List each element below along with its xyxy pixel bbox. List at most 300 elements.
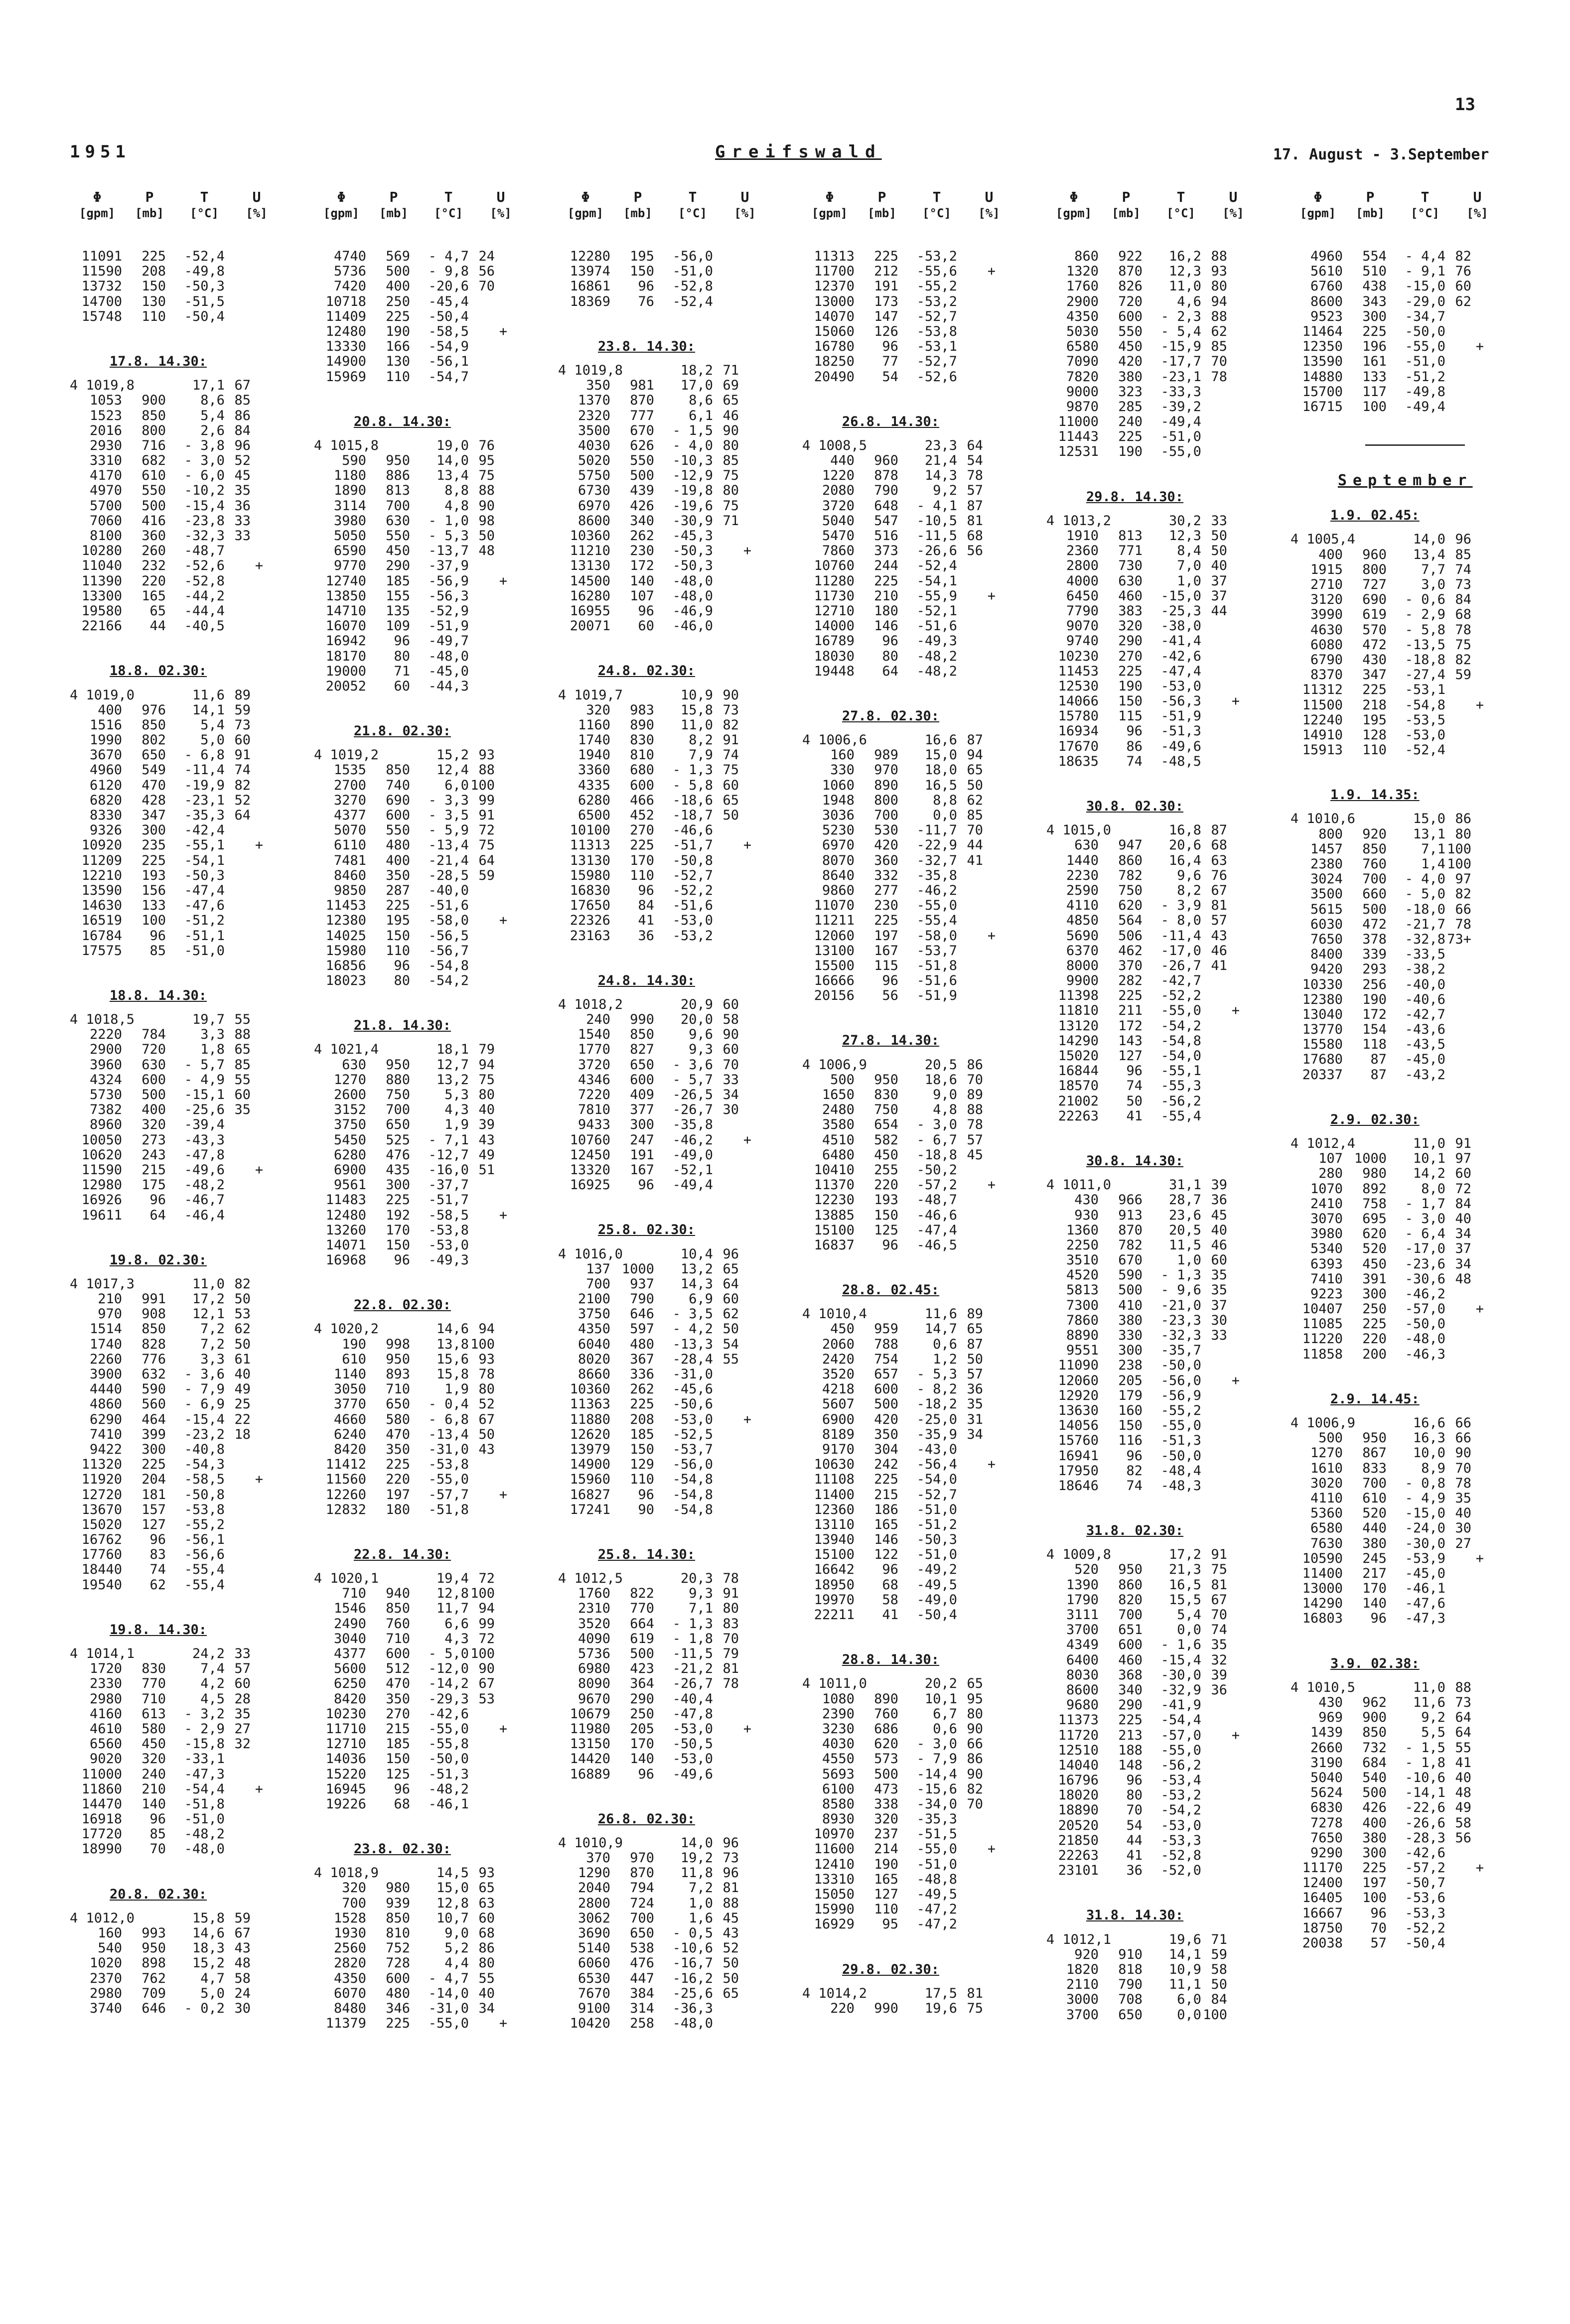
- pressure: 320: [142, 1751, 166, 1767]
- temperature: -48,7: [916, 1192, 957, 1208]
- geopotential: 10679: [570, 1706, 610, 1722]
- humidity: [957, 929, 983, 944]
- humidity: [957, 634, 983, 649]
- temperature: -53,7: [916, 943, 957, 958]
- pressure: 210: [142, 1781, 166, 1797]
- temperature: - 9,8: [428, 264, 469, 279]
- observation-time: 26.8. 14.30:: [842, 413, 940, 429]
- geopotential: 630: [1074, 837, 1099, 853]
- data-row: [1046, 679, 1266, 694]
- data-row: [70, 868, 289, 883]
- data-row: [1046, 1328, 1266, 1343]
- geopotential: 16762: [81, 1532, 122, 1548]
- tropopause-mark: [1471, 1846, 1488, 1861]
- geopotential: 2016: [89, 422, 122, 438]
- tropopause-mark: [983, 1722, 1000, 1737]
- humidity: 93: [478, 1351, 495, 1367]
- tropopause-mark: [1227, 444, 1244, 459]
- pressure: 939: [386, 1895, 410, 1911]
- temperature: -53,8: [184, 1502, 225, 1517]
- temperature: -34,7: [1405, 308, 1445, 324]
- data-row: [1046, 324, 1266, 339]
- data-row: [1046, 264, 1266, 279]
- geopotential: 11730: [814, 588, 855, 604]
- geopotential: 1390: [1066, 1577, 1099, 1593]
- humidity: [713, 929, 739, 944]
- data-row: [802, 1676, 1021, 1691]
- geopotential: 11313: [814, 249, 855, 264]
- pressure: 96: [149, 928, 166, 944]
- pressure: 347: [1362, 667, 1387, 683]
- data-row: [70, 1707, 289, 1722]
- geopotential: 8600: [577, 513, 610, 529]
- pressure: 860: [1118, 852, 1142, 868]
- temperature: -49,7: [428, 633, 469, 649]
- humidity: [225, 913, 251, 928]
- data-row: [558, 1133, 777, 1148]
- tropopause-mark: [1471, 264, 1488, 279]
- data-row: [314, 1042, 533, 1057]
- data-row: [70, 1782, 289, 1797]
- tropopause-mark: [983, 988, 1000, 1003]
- pressure: 87: [1370, 1067, 1387, 1083]
- pressure: 117: [1362, 384, 1387, 400]
- temperature: -52,2: [1160, 988, 1201, 1004]
- tropopause-mark: [1227, 514, 1244, 529]
- temperature: -22,9: [916, 837, 957, 853]
- temperature: -56,3: [428, 588, 469, 604]
- data-row: [1046, 1743, 1266, 1758]
- humidity: [713, 1503, 739, 1517]
- tropopause-mark: +: [499, 2016, 508, 2032]
- geopotential: 6480: [822, 1147, 855, 1163]
- tropopause-mark: [1227, 249, 1244, 264]
- humidity: 60: [722, 1042, 739, 1058]
- data-row: [558, 1767, 777, 1782]
- humidity: 71: [722, 362, 739, 378]
- pressure: 225: [142, 1457, 166, 1473]
- geopotential: 11880: [570, 1411, 610, 1427]
- tropopause-mark: [495, 793, 512, 808]
- data-row: [802, 1986, 1021, 2001]
- geopotential: 3020: [1310, 1475, 1343, 1491]
- temperature: - 3,9: [1160, 898, 1201, 914]
- geopotential: 1457: [1310, 841, 1343, 857]
- pressure: 600: [1118, 1637, 1142, 1653]
- temperature: -52,4: [916, 558, 957, 574]
- humidity: 91: [722, 1586, 739, 1602]
- temperature: 8,9: [1421, 1460, 1445, 1476]
- data-row: [802, 1842, 1021, 1857]
- pressure: 850: [142, 717, 166, 733]
- humidity: 80: [478, 1381, 495, 1397]
- tropopause-mark: [495, 1178, 512, 1193]
- geopotential: 9670: [577, 1691, 610, 1707]
- temperature: -56,7: [428, 943, 469, 958]
- humidity: [1201, 1094, 1227, 1109]
- humidity: 90: [967, 1766, 983, 1782]
- temperature: -55,2: [184, 1516, 225, 1532]
- tropopause-mark: [1227, 1049, 1244, 1064]
- humidity: [713, 2016, 739, 2031]
- humidity: [1201, 1403, 1227, 1418]
- humidity: 90: [478, 1661, 495, 1677]
- temperature: - 1,7: [1405, 1196, 1445, 1212]
- header-u-unit: [%]: [246, 206, 268, 220]
- data-row: [70, 1058, 289, 1073]
- data-row: [1046, 664, 1266, 679]
- geopotential: 13732: [81, 278, 122, 294]
- humidity: [1201, 414, 1227, 429]
- humidity: [1445, 713, 1471, 728]
- temperature: -38,2: [1405, 961, 1445, 977]
- humidity: [713, 1133, 739, 1148]
- data-row: [70, 1737, 289, 1752]
- data-row: [1290, 638, 1510, 653]
- data-row: [314, 679, 533, 694]
- geopotential: 18646: [1058, 1478, 1099, 1494]
- geopotential: 11390: [81, 573, 122, 589]
- geopotential: 2600: [333, 1087, 366, 1102]
- temperature: -55,2: [916, 278, 957, 294]
- data-row: [558, 1971, 777, 1986]
- temperature: 11,0: [680, 717, 713, 733]
- geopotential: 5050: [333, 528, 366, 544]
- temperature: -50,0: [1405, 323, 1445, 339]
- humidity: 50: [967, 777, 983, 793]
- data-row: [1046, 1962, 1266, 1977]
- pressure: 110: [630, 1472, 654, 1488]
- data-row: [558, 778, 777, 793]
- humidity: [1445, 1936, 1471, 1951]
- tropopause-mark: [495, 438, 512, 453]
- pressure: 77: [882, 354, 898, 370]
- data-row: [70, 703, 289, 718]
- pressure: 170: [1362, 1581, 1387, 1597]
- geopotential: 14630: [81, 898, 122, 914]
- tropopause-mark: [739, 1427, 756, 1442]
- temperature: 24,2: [192, 1646, 225, 1661]
- data-row: [70, 453, 289, 468]
- pressure: 550: [142, 483, 166, 499]
- temperature: 16,2: [1168, 249, 1201, 264]
- temperature: -52,1: [916, 603, 957, 619]
- tropopause-mark: [495, 838, 512, 853]
- geopotential: 2800: [1066, 558, 1099, 574]
- pressure: 530: [874, 822, 898, 838]
- temperature: -16,0: [428, 1162, 469, 1178]
- geopotential: 14040: [1058, 1757, 1099, 1773]
- data-row: [802, 1797, 1021, 1812]
- tropopause-mark: [1471, 1891, 1488, 1906]
- tropopause-mark: [1471, 992, 1488, 1007]
- geopotential: 6820: [89, 792, 122, 808]
- tropopause-mark: [983, 1872, 1000, 1887]
- data-row: [802, 1382, 1021, 1397]
- pressure: 250: [630, 1706, 654, 1722]
- pressure: 500: [1118, 1282, 1142, 1298]
- tropopause-mark: [251, 483, 268, 498]
- temperature: -55,0: [916, 1841, 957, 1857]
- temperature: -50,3: [672, 558, 713, 574]
- humidity: 60: [722, 777, 739, 793]
- geopotential: 5600: [333, 1661, 366, 1677]
- data-row: [558, 1163, 777, 1178]
- geopotential: 6280: [577, 792, 610, 808]
- data-row: [1046, 619, 1266, 634]
- observation-block: [558, 1812, 777, 2032]
- humidity: 35: [1211, 1267, 1227, 1283]
- tropopause-mark: [251, 1562, 268, 1577]
- temperature: -14,1: [1405, 1785, 1445, 1801]
- data-row: [1046, 1449, 1266, 1464]
- humidity: [1201, 1418, 1227, 1433]
- temperature: 13,1: [1413, 826, 1445, 842]
- pressure: 64: [149, 1207, 166, 1223]
- humidity: 65: [722, 1985, 739, 2001]
- header-u-unit: [%]: [490, 206, 512, 220]
- data-row: [558, 294, 777, 309]
- temperature: -53,8: [428, 1457, 469, 1473]
- humidity: [469, 558, 495, 573]
- tropopause-mark: [251, 1692, 268, 1707]
- humidity: 24: [478, 249, 495, 264]
- tropopause-mark: [495, 1088, 512, 1102]
- data-row: [558, 868, 777, 883]
- data-row: [70, 558, 289, 573]
- data-row: [1290, 1816, 1510, 1831]
- humidity: [1445, 1906, 1471, 1921]
- pressure: 777: [630, 408, 654, 423]
- data-row: [314, 1956, 533, 1971]
- geopotential: 18990: [81, 1841, 122, 1857]
- humidity: [225, 1532, 251, 1547]
- data-row: [1290, 1906, 1510, 1921]
- humidity: [713, 1737, 739, 1752]
- pressure: 54: [1126, 1817, 1142, 1833]
- data-row: [1290, 1800, 1510, 1815]
- data-row: [1046, 988, 1266, 1003]
- pressure: 96: [394, 1781, 410, 1797]
- pressure: 195: [630, 249, 654, 264]
- tropopause-mark: [1471, 354, 1488, 369]
- observation-block: [802, 249, 1021, 385]
- temperature: 1,2: [933, 1351, 957, 1367]
- humidity: [1445, 339, 1471, 354]
- pressure: 619: [1362, 607, 1387, 623]
- data-row: [314, 649, 533, 664]
- tropopause-mark: [1471, 1272, 1488, 1287]
- tropopause-mark: [251, 1547, 268, 1562]
- geopotential: 11209: [81, 852, 122, 868]
- geopotential: 4 1011,0: [802, 1676, 867, 1692]
- data-row: [558, 409, 777, 423]
- humidity: [469, 1472, 495, 1487]
- tropopause-mark: [1227, 823, 1244, 838]
- geopotential: 220: [830, 2000, 855, 2016]
- geopotential: 4 1012,0: [70, 1910, 135, 1926]
- geopotential: 15100: [814, 1547, 855, 1563]
- pressure: 950: [386, 453, 410, 469]
- geopotential: 13630: [1058, 1402, 1099, 1418]
- pressure: 195: [386, 913, 410, 929]
- data-row: [70, 1012, 289, 1027]
- temperature: -12,7: [428, 1147, 469, 1163]
- humidity: 88: [478, 483, 495, 499]
- pressure: 290: [1118, 633, 1142, 649]
- temperature: - 3,3: [428, 792, 469, 808]
- observation-time: 25.8. 14.30:: [598, 1546, 696, 1562]
- temperature: 5,3: [444, 1087, 469, 1102]
- pressure: 564: [1118, 913, 1142, 929]
- geopotential: 22211: [814, 1607, 855, 1623]
- geopotential: 700: [342, 1895, 366, 1911]
- data-row: [1046, 558, 1266, 573]
- temperature: -50,2: [916, 1162, 957, 1178]
- humidity: [469, 1208, 495, 1223]
- pressure: 870: [630, 393, 654, 409]
- geopotential: 15500: [814, 957, 855, 973]
- humidity: 87: [967, 1336, 983, 1352]
- header-phi: Φ: [1069, 189, 1078, 205]
- humidity: [1201, 1003, 1227, 1018]
- geopotential: 3510: [1066, 1252, 1099, 1268]
- data-row: [1046, 1818, 1266, 1833]
- tropopause-mark: [739, 1442, 756, 1457]
- tropopause-mark: [1471, 842, 1488, 857]
- tropopause-mark: [251, 1457, 268, 1472]
- temperature: - 4,7: [428, 249, 469, 264]
- geopotential: 6560: [89, 1736, 122, 1752]
- geopotential: 11464: [1302, 323, 1343, 339]
- humidity: 67: [234, 1925, 251, 1941]
- humidity: 70: [478, 278, 495, 294]
- humidity: [713, 294, 739, 309]
- humidity: [957, 1178, 983, 1193]
- temperature: 1,0: [1177, 1252, 1201, 1268]
- humidity: [713, 574, 739, 589]
- geopotential: 3770: [333, 1396, 366, 1412]
- data-row: [314, 1752, 533, 1767]
- pressure: 150: [1118, 1418, 1142, 1434]
- data-row: [314, 1737, 533, 1752]
- temperature: 5,0: [200, 1985, 225, 2001]
- humidity: 50: [722, 1321, 739, 1337]
- observation-time: 22.8. 14.30:: [354, 1546, 451, 1562]
- humidity: [957, 574, 983, 589]
- humidity: 43: [478, 1441, 495, 1457]
- tropopause-mark: [739, 1337, 756, 1352]
- data-row: [802, 1307, 1021, 1322]
- tropopause-mark: [495, 1253, 512, 1268]
- geopotential: 4 1012,5: [558, 1571, 623, 1587]
- tropopause-mark: [1227, 324, 1244, 339]
- pressure: 850: [142, 1321, 166, 1337]
- data-row: [70, 1842, 289, 1857]
- tropopause-mark: [1227, 400, 1244, 414]
- pressure: 776: [142, 1351, 166, 1367]
- observation-block: [558, 973, 777, 1193]
- data-row: [802, 1322, 1021, 1337]
- tropopause-mark: +: [255, 1472, 264, 1488]
- pressure: 87: [1370, 1052, 1387, 1068]
- geopotential: 16780: [814, 339, 855, 355]
- tropopause-mark: [495, 309, 512, 324]
- geopotential: 17950: [1058, 1463, 1099, 1479]
- temperature: -45,0: [1405, 1565, 1445, 1581]
- geopotential: 12380: [1302, 991, 1343, 1007]
- tropopause-mark: [739, 1896, 756, 1911]
- humidity: 55: [722, 1351, 739, 1367]
- tropopause-mark: [251, 1337, 268, 1352]
- tropopause-mark: [739, 409, 756, 423]
- tropopause-mark: [739, 1117, 756, 1132]
- tropopause-mark: [739, 1881, 756, 1896]
- humidity: [713, 1427, 739, 1442]
- data-row: [314, 1337, 533, 1352]
- data-row: [70, 1397, 289, 1412]
- humidity: 62: [967, 792, 983, 808]
- temperature: - 4,1: [916, 498, 957, 514]
- temperature: 6,0: [444, 777, 469, 793]
- tropopause-mark: [1227, 664, 1244, 679]
- data-row: [1290, 1257, 1510, 1272]
- temperature: -55,6: [916, 264, 957, 279]
- pressure: 150: [386, 1237, 410, 1253]
- humidity: [1445, 1332, 1471, 1347]
- pressure: 125: [874, 1222, 898, 1238]
- data-row: [1290, 385, 1510, 400]
- geopotential: 15580: [1302, 1037, 1343, 1053]
- temperature: 19,6: [924, 2000, 957, 2016]
- humidity: 91: [722, 732, 739, 748]
- tropopause-mark: [739, 294, 756, 309]
- pressure: 1000: [621, 1261, 654, 1277]
- data-row: [802, 1472, 1021, 1487]
- humidity: 66: [1455, 1415, 1471, 1431]
- pressure: 85: [149, 1826, 166, 1842]
- humidity: 70: [722, 1631, 739, 1646]
- data-row: [802, 574, 1021, 589]
- pressure: 900: [142, 393, 166, 409]
- humidity: 33: [1211, 1328, 1227, 1343]
- humidity: 84: [1455, 1196, 1471, 1212]
- temperature: 13,4: [1413, 547, 1445, 562]
- data-row: [70, 423, 289, 438]
- temperature: 14,2: [1413, 1166, 1445, 1182]
- humidity: 40: [234, 1367, 251, 1382]
- pressure: 430: [1362, 652, 1387, 668]
- geopotential: 17650: [570, 898, 610, 914]
- humidity: [469, 929, 495, 944]
- data-row: [1046, 1992, 1266, 2007]
- pressure: 893: [386, 1367, 410, 1382]
- humidity: 81: [967, 513, 983, 529]
- geopotential: 8420: [333, 1691, 366, 1707]
- temperature: -58,5: [428, 1207, 469, 1223]
- temperature: - 1,3: [672, 762, 713, 778]
- tropopause-mark: [495, 1692, 512, 1707]
- humidity: 75: [722, 468, 739, 484]
- humidity: 73+: [1447, 931, 1471, 947]
- humidity: 94: [478, 1321, 495, 1337]
- data-row: [1046, 958, 1266, 973]
- geopotential: 18440: [81, 1562, 122, 1578]
- tropopause-mark: [1227, 574, 1244, 589]
- tropopause-mark: [1227, 724, 1244, 739]
- pressure: 833: [1362, 1460, 1387, 1476]
- pressure: 237: [874, 1826, 898, 1842]
